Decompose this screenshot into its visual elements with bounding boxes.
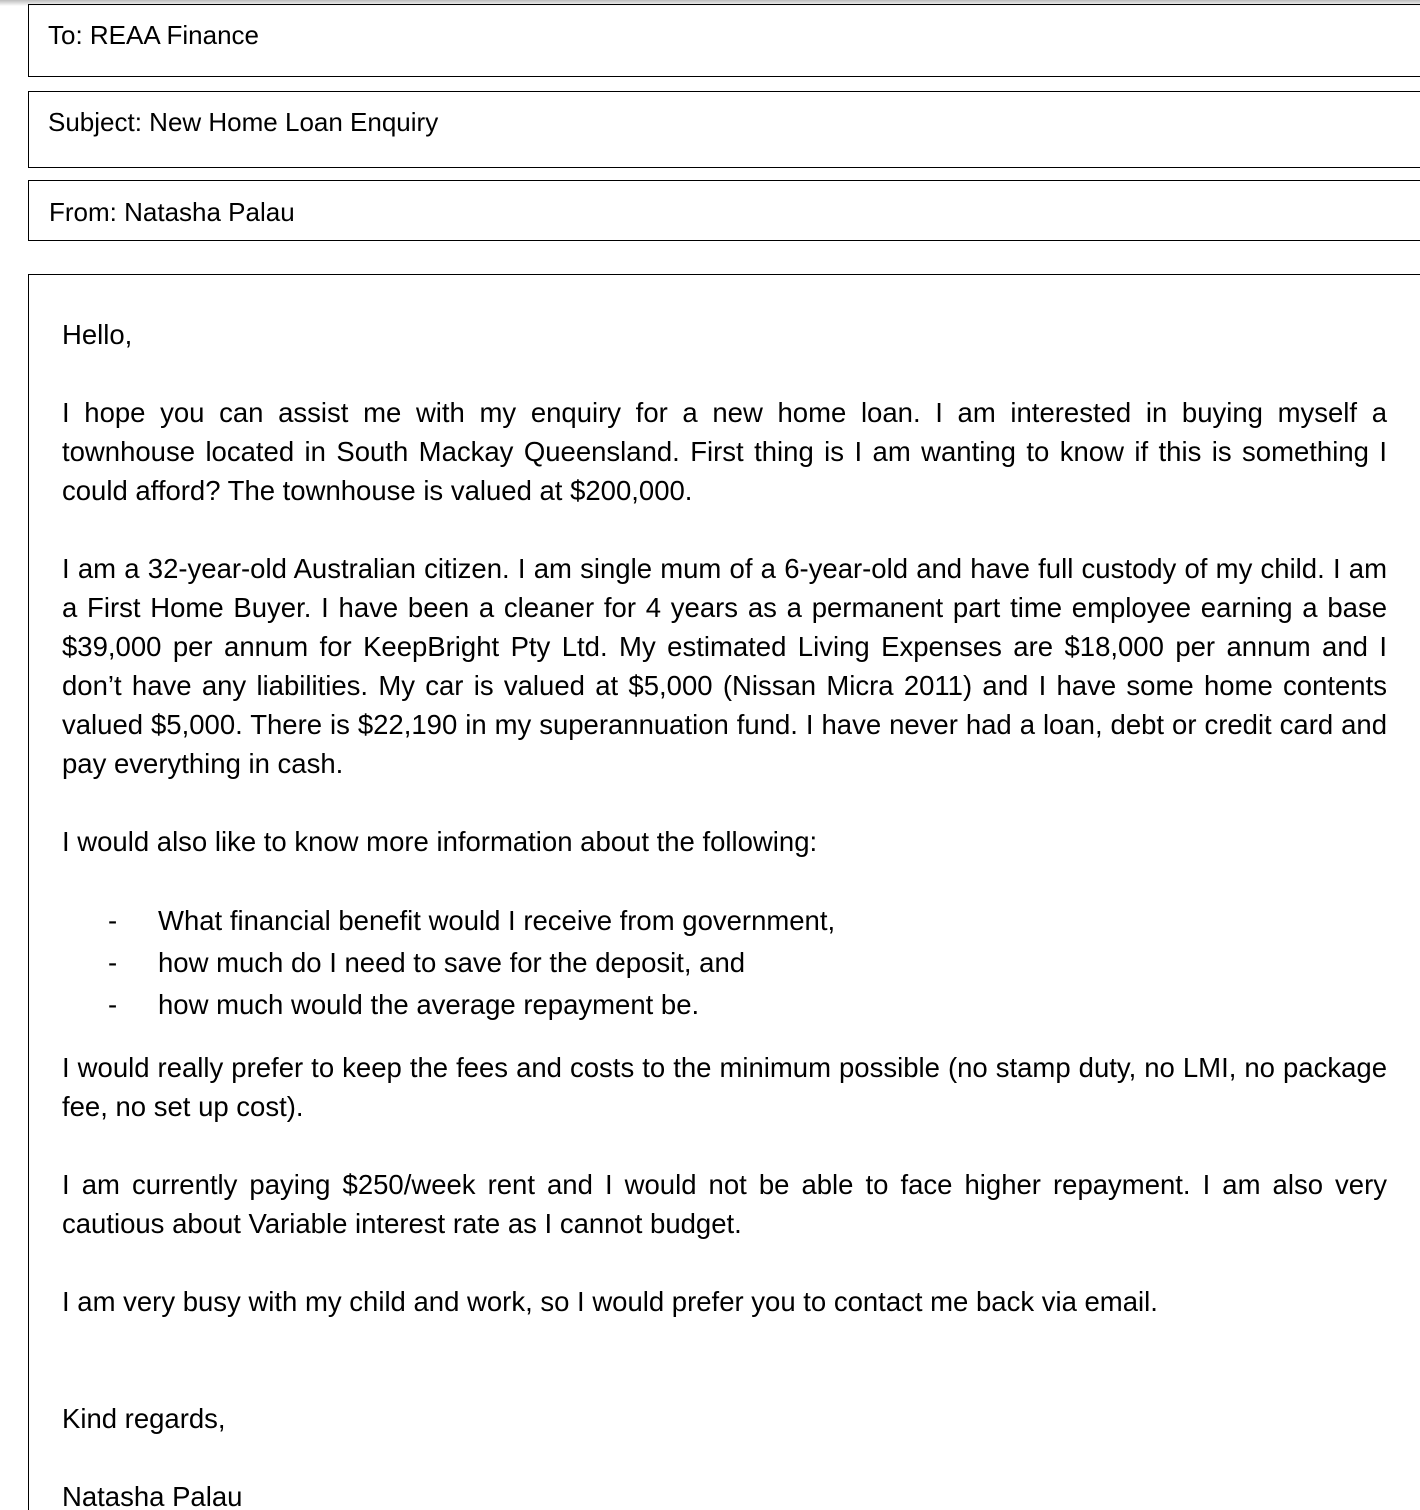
subject-field[interactable] [28, 91, 1420, 168]
to-field[interactable] [28, 4, 1420, 77]
greeting: Hello, [62, 319, 133, 350]
paragraph-rent: I am currently paying $250/week rent and I would not be able to face higher repayment. I am also very cautious about Variable interest rate as I cannot budget. [62, 1169, 1387, 1239]
paragraph-enquiry: I hope you can assist me with my enquiry for a new home loan. I am interested in buying myself a townhouse located in South Mackay Queensland. First thing is I am wanting to know if this is something I could afford? The townhouse is valued at $200,000. [62, 397, 1387, 506]
list-item-text: how much do I need to save for the deposit, and [158, 947, 746, 978]
list-item-text: What financial benefit would I receive from government, [158, 905, 836, 936]
paragraph-personal-details: I am a 32-year-old Australian citizen. I am single mum of a 6-year-old and have full custody of my child. I am a First Home Buyer. I have been a cleaner for 4 years as a permanent part time employee earning a base $39,000 per annum for KeepBright Pty Ltd. My estimated Living Expenses are $18,000 per annum and I don’t have any liabilities. My car is valued at $5,000 (Nissan Micra 2011) and I have some home contents valued $5,000. There is $22,190 in my superannuation fund. I have never had a loan, debt or credit card and pay everything in cash. [62, 553, 1387, 779]
list-dash: - [108, 989, 118, 1020]
to-text: To: REAA Finance [48, 20, 259, 50]
list-item [62, 942, 1387, 984]
subject-text: Subject: New Home Loan Enquiry [48, 107, 439, 137]
email-body[interactable] [28, 274, 1420, 1510]
list-dash: - [108, 947, 118, 978]
signature: Natasha Palau [62, 1481, 243, 1510]
paragraph-contact: I am very busy with my child and work, so I would prefer you to contact me back via email. [62, 1286, 1158, 1317]
list-item [62, 900, 1387, 942]
list-item [62, 984, 1387, 1026]
paragraph-fees: I would really prefer to keep the fees and costs to the minimum possible (no stamp duty, no LMI, no package fee, no set up cost). [62, 1052, 1387, 1122]
list-dash: - [108, 905, 118, 936]
from-field[interactable] [28, 180, 1420, 241]
email-body-content [62, 315, 1387, 1510]
paragraph-information-request: I would also like to know more information about the following: [62, 826, 818, 857]
closing: Kind regards, [62, 1403, 226, 1434]
from-text: From: Natasha Palau [49, 197, 295, 227]
list-item-text: how much would the average repayment be. [158, 989, 700, 1020]
question-list [62, 900, 1387, 1026]
